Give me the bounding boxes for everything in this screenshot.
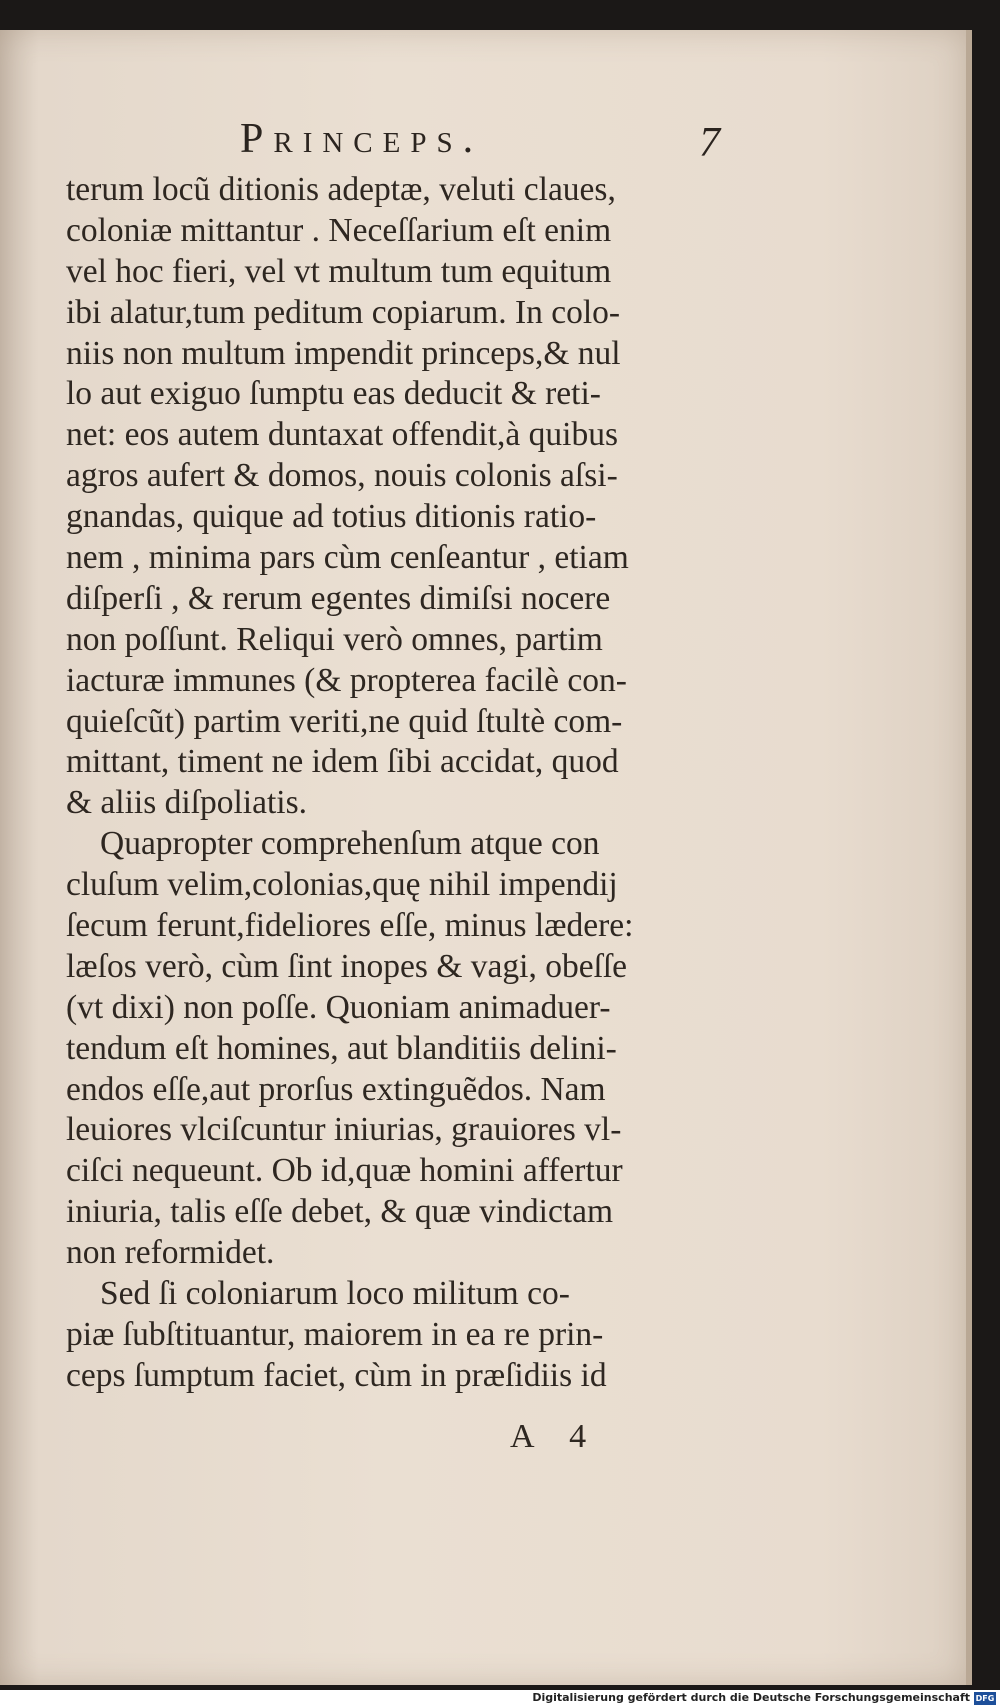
text-line: niis non multum impendit princeps,& nul [66, 334, 621, 372]
body-text [66, 170, 726, 1397]
text-line: quieſcũt) partim veriti,ne quid ſtultè com- [66, 702, 623, 740]
running-head [240, 115, 740, 175]
page-title: Princeps. [240, 116, 484, 162]
text-line: lo aut exiguo ſumptu eas deducit & reti- [66, 375, 601, 413]
text-line: cluſum velim,colonias,quę nihil impendij [66, 866, 618, 904]
text-line: (vt dixi) non poſſe. Quoniam animaduer- [66, 988, 611, 1026]
text-line: tendum eſt homines, aut blanditiis delini- [66, 1029, 617, 1067]
text-line: coloniæ mittantur . Neceſſarium eſt enim [66, 211, 612, 249]
text-line: non reformidet. [66, 1234, 275, 1272]
text-line: endos eſſe,aut prorſus extinguẽdos. Nam [66, 1070, 606, 1108]
text-line: læſos verò, cùm ſint inopes & vagi, obeſſe [66, 947, 628, 985]
page-edge [966, 30, 972, 1685]
text-line: agros aufert & domos, nouis colonis aſsi- [66, 457, 618, 495]
text-line: & aliis diſpoliatis. [66, 784, 308, 822]
text-line: non poſſunt. Reliqui verò omnes, partim [66, 620, 603, 658]
text-line: diſperſi , & rerum egentes dimiſsi nocere [66, 579, 611, 617]
text-line: net: eos autem duntaxat offendit,à quibus [66, 416, 618, 454]
text-line: iniuria, talis eſſe debet, & quæ vindictam [66, 1193, 614, 1231]
text-line: ibi alatur,tum peditum copiarum. In colo- [66, 293, 621, 331]
text-line: ciſci nequeunt. Ob id,quæ homini affertur [66, 1152, 623, 1190]
paragraph-start-line: Sed ſi coloniarum loco militum co- [100, 1275, 570, 1313]
text-line: nem , minima pars cùm cenſeantur , etiam [66, 539, 629, 577]
text-line: iacturæ immunes (& propterea facilè con- [66, 661, 627, 699]
text-line: terum locũ ditionis adeptæ, veluti claues, [66, 171, 616, 208]
signature-mark: A 4 [510, 1418, 601, 1455]
text-line: leuiores vlciſcuntur iniurias, grauiores vl- [66, 1111, 622, 1149]
text-line: vel hoc fieri, vel vt multum tum equitum [66, 252, 612, 290]
text-line: ſecum ferunt,fideliores eſſe, minus lædere: [66, 907, 634, 945]
text-line: mittant, timent ne idem ſibi accidat, quod [66, 743, 619, 781]
text-line: piæ ſubſtituantur, maiorem in ea re prin- [66, 1315, 604, 1353]
funding-credit: Digitalisierung gefördert durch die Deutsche Forschungsgemeinschaft [532, 1691, 970, 1704]
page-number: 7 [699, 120, 720, 166]
dfg-logo: DFG [975, 1694, 995, 1703]
text-line: gnandas, quique ad totius ditionis ratio- [66, 498, 597, 536]
text-line: ceps ſumptum faciet, cùm in præſidiis id [66, 1356, 607, 1394]
paragraph-start-line: Quapropter comprehenſum atque con [100, 825, 600, 863]
